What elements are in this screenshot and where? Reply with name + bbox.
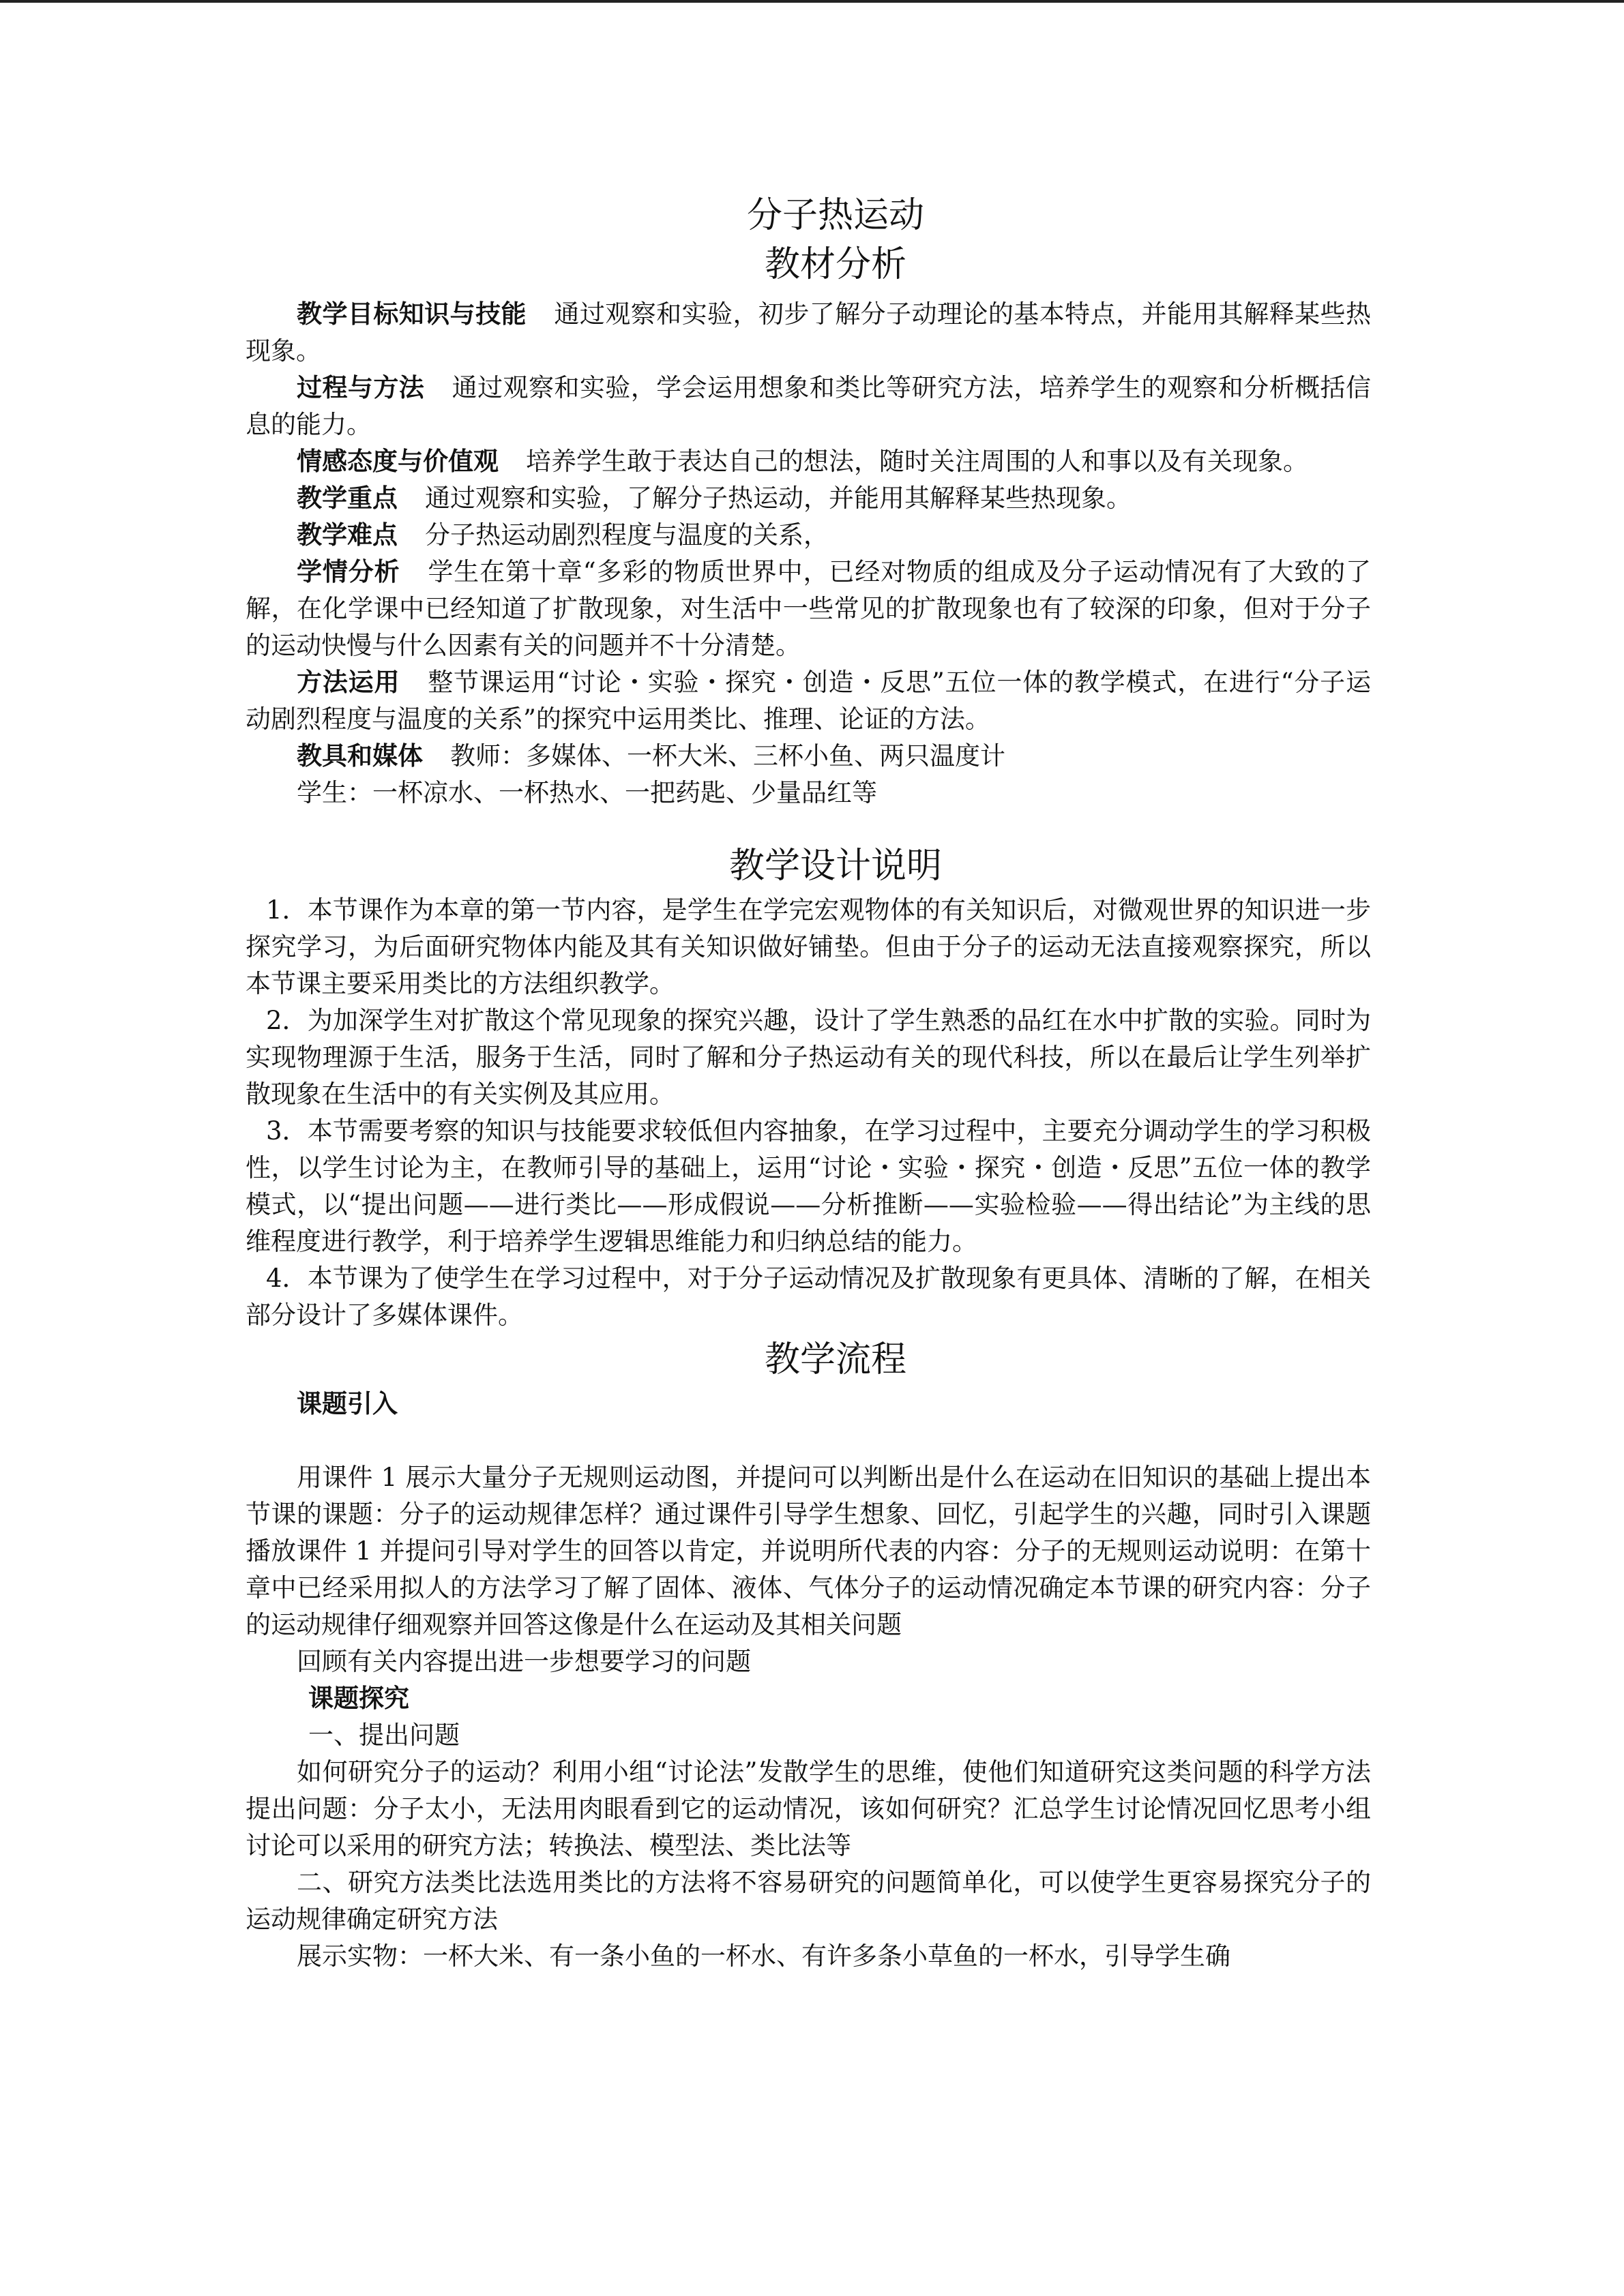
analysis-process bbox=[246, 370, 1371, 443]
text-key-point: 通过观察和实验，了解分子热运动，并能用其解释某些热现象。 bbox=[425, 483, 1132, 513]
label-process: 过程与方法 bbox=[297, 373, 425, 402]
design-item-1: 1．本节课作为本章的第一节内容，是学生在学完宏观物体的有关知识后，对微观世界的知识进一步探究学习，为后面研究物体内能及其有关知识做好铺垫。但由于分子的运动无法直接观察探究，所以本节课主要采用类比的方法组织教学。 bbox=[246, 895, 1371, 998]
label-media: 教具和媒体 bbox=[297, 741, 423, 771]
text-difficulty: 分子热运动剧烈程度与温度的关系， bbox=[425, 520, 829, 550]
explore-item-1: 一、提出问题 bbox=[308, 1720, 460, 1750]
section-title-design: 教学设计说明 bbox=[728, 846, 942, 886]
intro-heading: 课题引入 bbox=[297, 1389, 398, 1418]
explore-paragraph-2: 二、研究方法类比法选用类比的方法将不容易研究的问题简单化，可以使学生更容易探究分子的运动规律确定研究方法 bbox=[246, 1868, 1371, 1934]
intro-paragraph: 用课件 1 展示大量分子无规则运动图，并提问可以判断出是什么在运动在旧知识的基础上提出本节课的课题：分子的运动规律怎样？通过课件引导学生想象、回忆，引起学生的兴趣，同时引入课题播放课件 1 并提问引导对学生的回答以肯定，并说明所代表的内容：分子的无规则运动说明：在第十章中已经采用拟人的方法学习了解了固体、液体、气体分子的运动情况确定本节课的研究内容：分子的运动规律仔细观察并回答这像是什么在运动及其相关问题 bbox=[246, 1463, 1371, 1639]
text-learner: 学生在第十章“多彩的物质世界中，已经对物质的组成及分子运动情况有了大致的了解，在化学课中已经知道了扩散现象，对生活中一些常见的扩散现象也有了较深的印象，但对于分子的运动快慢与什么因素有关的问题并不十分清楚。 bbox=[246, 557, 1372, 660]
text-process: 通过观察和实验，学会运用想象和类比等研究方法，培养学生的观察和分析概括信息的能力。 bbox=[246, 373, 1372, 439]
analysis-method bbox=[246, 664, 1371, 738]
analysis-attitude bbox=[246, 443, 1371, 480]
text-goal: 通过观察和实验，初步了解分子动理论的基本特点，并能用其解释某些热现象。 bbox=[246, 299, 1372, 366]
analysis-difficulty bbox=[246, 517, 1371, 554]
explore-paragraph-3: 展示实物：一杯大米、有一条小鱼的一杯水、有许多条小草鱼的一杯水，引导学生确 bbox=[297, 1941, 1230, 1971]
label-attitude: 情感态度与价值观 bbox=[297, 447, 499, 476]
section-title-analysis: 教材分析 bbox=[764, 244, 906, 285]
label-goal: 教学目标知识与技能 bbox=[297, 299, 527, 329]
analysis-key-point bbox=[246, 480, 1371, 517]
label-difficulty: 教学难点 bbox=[297, 520, 398, 550]
text-media: 教师：多媒体、一杯大米、三杯小鱼、两只温度计 bbox=[450, 741, 1005, 771]
analysis-media bbox=[246, 738, 1371, 775]
design-item-2: 2．为加深学生对扩散这个常见现象的探究兴趣，设计了学生熟悉的品红在水中扩散的实验。同时为实现物理源于生活，服务于生活，同时了解和分子热运动有关的现代科技，所以在最后让学生列举扩散现象在生活中的有关实例及其应用。 bbox=[246, 1006, 1371, 1109]
label-method: 方法运用 bbox=[297, 668, 400, 697]
students-materials: 学生：一杯凉水、一杯热水、一把药匙、少量品红等 bbox=[297, 778, 877, 807]
section-title-flow: 教学流程 bbox=[764, 1339, 906, 1380]
design-item-4: 4．本节课为了使学生在学习过程中，对于分子运动情况及扩散现象有更具体、清晰的了解，在相关部分设计了多媒体课件。 bbox=[246, 1264, 1371, 1330]
design-item-3: 3．本节需要考察的知识与技能要求较低但内容抽象，在学习过程中，主要充分调动学生的学习积极性，以学生讨论为主，在教师引导的基础上，运用“讨论・实验・探究・创造・反思”五位一体的教学模式，以“提出问题——进行类比——形成假说——分析推断——实验检验——得出结论”为主线的思维程度进行教学，利于培养学生逻辑思维能力和归纳总结的能力。 bbox=[246, 1116, 1371, 1256]
explore-heading: 课题探究 bbox=[308, 1684, 409, 1713]
analysis-goal bbox=[246, 296, 1371, 370]
text-method: 整节课运用“讨论・实验・探究・创造・反思”五位一体的教学模式，在进行“分子运动剧烈程度与温度的关系”的探究中运用类比、推理、论证的方法。 bbox=[246, 668, 1371, 734]
label-learner: 学情分析 bbox=[297, 557, 400, 586]
document-title: 分子热运动 bbox=[746, 195, 924, 236]
label-key-point: 教学重点 bbox=[297, 483, 398, 513]
explore-paragraph-1: 如何研究分子的运动？利用小组“讨论法”发散学生的思维，使他们知道研究这类问题的科学方法提出问题：分子太小，无法用肉眼看到它的运动情况，该如何研究？汇总学生讨论情况回忆思考小组讨论可以采用的研究方法；转换法、模型法、类比法等 bbox=[246, 1757, 1371, 1860]
top-border bbox=[0, 0, 1624, 3]
text-attitude: 培养学生敢于表达自己的想法，随时关注周围的人和事以及有关现象。 bbox=[526, 447, 1308, 476]
document-page bbox=[246, 191, 1371, 1975]
spacer bbox=[246, 1422, 1371, 1459]
intro-review: 回顾有关内容提出进一步想要学习的问题 bbox=[297, 1647, 751, 1676]
analysis-learner bbox=[246, 554, 1371, 664]
